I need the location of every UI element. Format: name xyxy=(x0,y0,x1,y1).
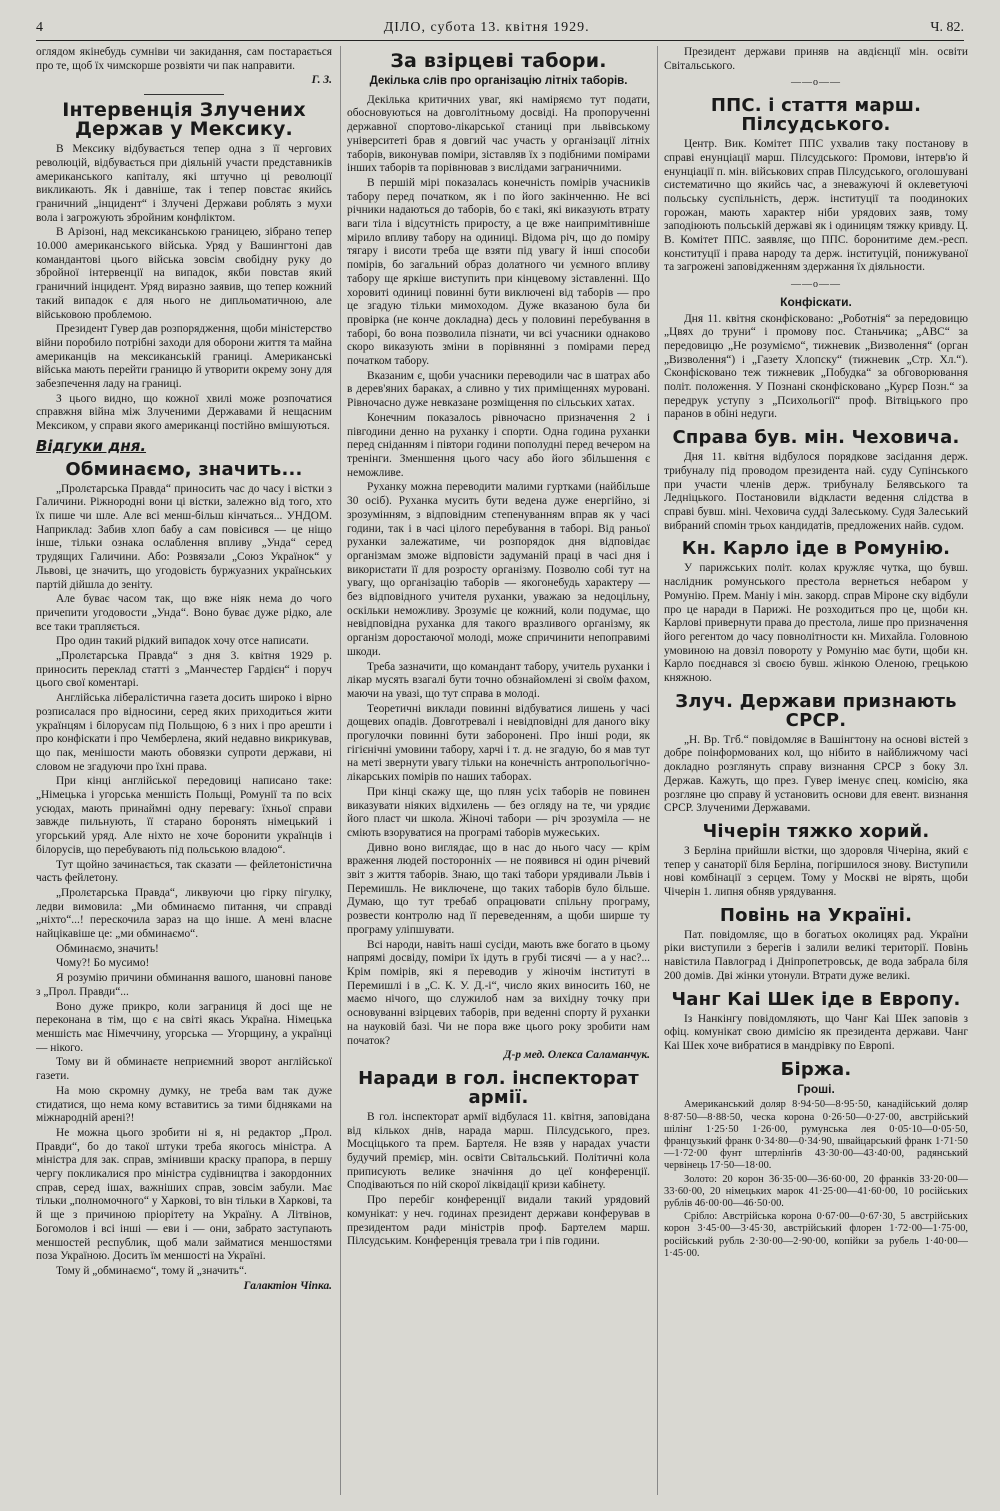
article-paragraph: Тому ви й обминаєте неприємний зворот англійської газети. xyxy=(36,1056,332,1083)
article-paragraph: Про один такий рідкий випадок хочу отсе написати. xyxy=(56,635,309,648)
article-separator: ——о—— xyxy=(791,279,841,291)
article-paragraph: Вказаним є, щоби учасники переводили час в шатрах або в дерев'яних бараках, а сливно у тих приміщеннях муровані. Рівночасно дуже невказане розміщення по сільських хатах. xyxy=(347,369,650,410)
article-signature: Галактіон Чіпка. xyxy=(243,1279,332,1292)
masthead-rule xyxy=(36,40,964,41)
article-paragraph: „Пролєтарська Правда“, ликвуючи цю гірку пігулку, ледви вимовила: „Ми обминаємо питання, чи справді „ніхто“...! перескочила зараз на що інше. А мені власне найцікавіше це: „ми обминаємо“. xyxy=(36,886,332,941)
article-paragraph: „Н. Вр. Тгб.“ повідомляє в Вашінгтону на основі вістей з добре поінформованих кол, що нібито в найближчому часі докладно розглянуть справу визнання СРСР з боку Зл. Держав. Кажуть, що през. Гувер іменує спец. комісію, яка розгляне цю справу й установить основи для евент. визнання СРСР. Злученими Державами. xyxy=(664,733,968,815)
masthead-issue-number: Ч. 82. xyxy=(930,20,964,35)
article-paragraph: Срібло: Австрійська корона 0·67·00—0·67·30, 5 австрійських корон 3·45·00—3·45·30, австрійський флорен 1·72·00—1·75·00, російський рубль 2·30·00—2·90·00, копійки за рубель 1·40·00—1·45·00. xyxy=(664,1211,968,1259)
section-label: Відгуки дня. xyxy=(36,436,147,455)
article-paragraph: Пат. повідомляє, що в богатьох околицях рад. України ріки виступили з берегів і залили великі території. Повінь навістила Павлоград і Дніпропетровськ, де вода забрала біля 200 домів. Дві жінки утонули. Втрати дуже великі. xyxy=(664,928,968,982)
article-paragraph: Центр. Вик. Комітет ППС ухвалив таку постанову в справі енунціації марш. Пілсудського: Промови, інтерв'ю й енунціації п. мін. військових справ Пілсудського, оголошувані систематично що якийсь час, а зневажуючі й оклеветуючі польську суспільність, держ. інституції та поодиноких горожан, мають характер ніби урядових заяв, тому заподіюють польській державі як і одиницям тяжку кривду. Ц. В. Комітет ППС. заявляє, що ППС. боронитиме дем.-респ. конституції і права народу та держ. інституцій, понижуваної та загрожені заповідженням здержання їх діяльности. xyxy=(664,138,968,274)
article-headline: Справа був. мін. Чеховича. xyxy=(672,427,960,449)
column-divider xyxy=(340,46,341,1495)
article-headline: Біржа. xyxy=(780,1058,852,1080)
article-headline: Повінь на Україні. xyxy=(719,904,913,926)
article-headline: За взірцеві табори. xyxy=(390,50,607,72)
article-paragraph: оглядом якінебудь сумніви чи закидання, сам постарається про те, щоб їх чимскорше розвіяти чи пак направити. xyxy=(36,46,332,72)
article-paragraph: Про перебіг конференції видали такий урядовий комунікат: у неч. годинах президент держави конферував в президентом ради міністрів проф. Бартелем марш. Пілсудським. Конференція тревала три і пів години. xyxy=(347,1194,650,1248)
article-paragraph: Декілька критичних уваг, які наміряємо тут подати, обосновуються на довголітньому досвіді. На пропорученні державної спортово-лікарської станиці при львівському університеті брав я довгий час участь у організації літніх таборів, виконував поміри, зіставляв їх з подібними помірами інших таборів та порівнював з вислідами заграничними. xyxy=(347,93,650,175)
article-paragraph: З цього видно, що кожної хвилі може розпочатися справжня війна між Злученими Державами й нещасним Мексиком, у справи якого американці постійно вмішуються. xyxy=(36,392,332,433)
article-headline: Наради в гол. інспекторат армії. xyxy=(358,1067,639,1108)
article-paragraph: Президент Гувер дав розпорядження, щоби міністерство війни поробило потрібні заходи для оборони життя та майна американців на мексиканській границі. Американські війська мають перейти границю й утворити окрему зону для забезпечення ладу на границі. xyxy=(36,323,332,391)
column-2 xyxy=(347,46,650,1495)
article-paragraph: „Пролєтарська Правда“ з дня 3. квітня 1929 р. приносить переклад статті з „Манчестер Гардієн“ і поруч цього свої коментарі. xyxy=(36,650,332,690)
article-paragraph: „Пролєтарська Правда“ приносить час до часу і вістки з Галичини. Ріжнородні вони ці вістки, залежно від того, хто їх пише чи шле. Але всі менш-більш кінчаться... УНДОМ. Наприклад: Забив хлоп бабу а сам повісився — це ніщо інше, тільки ознака ослаблення впливу „Унда“ серед трудящих Галичини. Або: Розвязали „Союз Українок“ у Львові, це значить, що угодовість буржуазних українських партій дійшла до зеніту. xyxy=(36,482,332,591)
article-paragraph: У парижських політ. колах кружляє чутка, що бувш. наслідник ромунського престола вернеться небаром у Ромунію. Прем. Маніу і мін. закорд. справ Міроне ску відбули про це наради в Парижі. Не розходиться про це, щоби кн. Карлові привернути права до престола, лише про призначення його регентом до часу повнолітности кн. Михайла. Головною умовиною на довзіл повороту у Ромунію має бути, щоби кн. Карло поєднався зі своєю бувш. жінкою Оленою, грецькою княжною. xyxy=(664,562,968,685)
article-paragraph: Конечним показалось рівночасно призначення 2 і півгодини денно на руханку і спорти. Одна година руханки перед сніданням і півтори години пополудні перед вечером на тренінги. Зменшення цього часу або його збільшення є неможливе. xyxy=(347,411,650,479)
masthead-page-number: 4 xyxy=(36,20,43,35)
article-signature: Д-р мед. Олекса Саламанчук. xyxy=(503,1049,650,1062)
article-paragraph: Обминаємо, значить! xyxy=(56,942,159,955)
column-1 xyxy=(36,46,332,1495)
article-paragraph: Руханку можна переводити малими гуртками (найбільше 30 осіб). Руханка мусить бути ведена дуже енергійно, зі зрозумінням, з відповідним степенуванням вправ як у часі години, так і в часі цілого перебування в таборі. Від раньої руханки залежатиме, чи розпорядок дня відповідає організмам зможе відповісти задуманій праці в часі дня і використати її для розросту організму. Позволю собі тут на увагу, що організацію таборів — якогонебудь характеру — без відповідного учителя руханки, уважаю за недоцільну, оскільки неможливу. Зрозуміє це кожний, коли подумає, що невідповідна руханка для такого вразливого організму, як організм доростаючої молоді, може спричинити непоправимі шкоди. xyxy=(347,481,650,658)
article-paragraph: Але буває часом так, що вже ніяк нема до чого причепити угодовости „Унда“. Воно буває дуже рідко, але все таки трапляється. xyxy=(36,593,332,633)
article-headline: ППС. і стаття марш. Пілсудського. xyxy=(710,95,922,136)
article-paragraph: Треба зазначити, що командант табору, учитель руханки і лікар мусять взагалі бути точно обзнайомлені зі своїм фахом, маючи на увазі, що тут справа в молоді. xyxy=(347,660,650,700)
article-paragraph: Англійська лібералістична газета досить широко і вірно розписалася про відносини, серед яких приходиться жити українцям і білорусам під Польщою, 6 з них і про арешти і про конфіскати і про Чемберлена, який недавно викрикував, що пак, менішости мають обовязки супроти держави, ні словом не згадуючи про їхні права. xyxy=(36,692,332,773)
article-paragraph: Тому й „обминаємо“, тому й „значить“. xyxy=(56,1264,247,1277)
article-paragraph: Золото: 20 корон 36·35·00—36·60·00, 20 франків 33·20·00—33·60·00, 20 німецьких марок 41·25·00—41·60·00, 10 російських рублів 46·00·00—46·50·00. xyxy=(664,1173,968,1209)
article-paragraph: При кінці англійської передовиці написано таке: „Німецька і угорська меншість Польщі, Ромунії та по всіх усюдах, мають принаймні одну перевагу: їхньої справи завжде пильнують, її старано боронять німецький і угорський уряд. Але ніхто не хоче боронити українців і білорусів, що перебувають під польською владою“. xyxy=(36,775,332,856)
article-paragraph: В Мексику відбувається тепер одна з її чергових революцій, відбувається при діяльній участи представників американського капіталу, які штучно ці революції викликають. Як і давніше, так і тепер повстає якийсь граничний „інцидент“ і Злучені Держави роблять з мухи вола і загрожують збройним конфліктом. xyxy=(36,143,332,224)
article-paragraph: Президент держави приняв на авдієнції мін. освіти Світальського. xyxy=(664,46,968,72)
article-paragraph: Дня 11. квітня відбулося порядкове засідання держ. трибуналу під проводом президента най. суду Супінського при участи членів держ. трибуналу Белявського та Ледніцького. Постановили відкласти ведення слідства в справі бувш. міні. Чеховича судді Залеському. Судя Залеський вибраний спомін трьох кандидатів, предложених найв. судом. xyxy=(664,451,968,532)
masthead-title-date: ДІЛО, субота 13. квітня 1929. xyxy=(383,20,590,35)
masthead xyxy=(36,18,964,38)
article-paragraph: З Берліна прийшли вістки, що здоровля Чічеріна, який є тепер у санаторії біля Берліна, погіршилося знову. Виступили нові комбінації з серцем. Тому у Москві не вірять, щоби Чічерін 1. липня обняв урядування. xyxy=(664,844,968,899)
article-paragraph: Не можна цього зробити ні я, ні редактор „Прол. Правди“, бо до такої штуки треба якогось міністра. А міністра для зак. справ, змінивши краску прапора, в першу чергу покликалися про міністра судівництва і закордонних справ, серед ішах, важніших справ, зовсім забули. Має тільки „полномочного“ у Харкові, то він тільки в Харкові, та й ще з причиною пріорітету на Україну. А Літвінов, Богомолов і всі інші — еви і — они, забрато заступають меншостей республик, щоб мали займатися меншостями поза Україною. Досить їм меншості на Україні. xyxy=(36,1126,332,1263)
article-subheadline: Декілька слів про організацію літніх таборів. xyxy=(369,75,628,87)
article-headline: Чічерін тяжко хорий. xyxy=(702,820,930,842)
article-headline: Інтервенція Злучених Держав у Мексику. xyxy=(62,99,306,141)
column-divider xyxy=(657,46,658,1495)
article-paragraph: Дня 11. квітня сконфісковано: „Роботнія“ за передовицю „Цвях до труни“ і промову пос. Станьчика; „АВС“ за передовицю „Не розуміємо“, тижневик „Визволення“ (орган „Визволення“) і „Газету Хлопску“ (тижневик „Стр. Хл.“). Сконфісковано теж тижневик „Побудка“ за обговорювання політ. положення. У Познані сконфісковано „Курєр Позн.“ за передрук уступу з „Психольогії“ проф. Вітвіцького про паранов в обіні недуги. xyxy=(664,312,968,421)
article-paragraph: Воно дуже прикро, коли заграниця й досі ще не переконана в тім, що є на світі якась Україна. Німецька меншість має Німеччину, угорська — Угорщину, а українці — нікого. xyxy=(36,1000,332,1054)
article-headline: Кн. Карло іде в Ромунію. xyxy=(681,538,951,560)
article-paragraph: На мою скромну думку, не треба вам так дуже стидатися, що нема кому вставитись за тими бідняками на міжнародній арені?! xyxy=(36,1084,332,1125)
column-3 xyxy=(664,46,968,1495)
article-paragraph: В гол. інспекторат армії відбулася 11. квітня, заповідана від кількох днів, нарада марш. Пілсудського, през. Мосціцького та прем. Бартеля. Не взяв у нарадах участи будучий премієр, мін. освіти Світальський. Політичні кола приписують велике значіння до цеї конференції. Сподіваються по ній скорої ліквідації кризи кабінету. xyxy=(347,1110,650,1192)
article-paragraph: В першій мірі показалась конечність помірів учасників табору перед початком, як і по його закінченню. Не всі річники надаються до таборів, бо є такі, які виказують втрату ваги тіла і відсутність приросту, а це вже наипримітивніше мірило впливу табору на одиниці. Відома річ, що до поміру тягару і висоти треба ще взяти під увагу й інші способи помірів, бо загальний образ долатного чи уємного впливу табору ще яркіше виступить при кінцевому зіставленні. Що хоровиті одиниці повинні бути виключені від таборів — про це згадую тільки мимоходом. Дуже вказаною була би провірка (не конче докладна) десь у половині перебування в таборі, бо вона позволила пізнати, чи всі учасники однаково скоро виказують зміни в порівнянні з помірами перед початком табору. xyxy=(347,176,650,368)
article-headline: Злуч. Держави признають СРСР. xyxy=(675,690,957,731)
article-subheadline: Гроші. xyxy=(797,1081,835,1096)
article-paragraph: Я розумію причини обминання вашого, шановні панове з „Прол. Правди“... xyxy=(36,972,332,998)
article-paragraph: Чому?! Бо мусимо! xyxy=(56,957,150,970)
article-paragraph: Американський доляр 8·94·50—8·95·50, канадійський доляр 8·87·50—8·88·50, ческа корона 0·26·50—0·27·00, австрійський шілінґ 1·25·50 1·26·00, румунська лея 0·05·10—0·05·50, французький франк 0·34·80—0·34·90, швайцарський франк 1·71·50—1·72·00 фунт штерлінґів 43·30·00—43·40·00, радянський червінець 17·50—18·00. xyxy=(664,1099,968,1172)
article-headline: Обминаємо, значить... xyxy=(65,458,303,480)
article-paragraph: Дивно воно виглядає, що в нас до нього часу — крім враження людей посторонніх — не появився ні один річевий звіт з життя таборів. Знаю, що такі табори урядивали Львів і Перемишль. Не виключене, що таких таборів було більше. Думаю, що тут требаб опрацювати спільну програму, розвести контролю над її переведенням, а щоби ширше ту програму уліпшувати. xyxy=(347,841,650,936)
article-separator: ——о—— xyxy=(791,77,841,89)
article-paragraph: Всі народи, навіть наші сусіди, мають вже богато в цьому напрямі досвіду, поміри їх ідуть в грубі тисячі — а у нас?... Крім помірів, які я переводив у жіночім інституті в Перемишлі і в „С. К. У. Д.-і“, число яких виносить 160, не маємо нічого, що служилоб нам за вихідну точку при основуванні взірцевих таборів, при веденні спорту й руханки на науковій базі. Чи не пора вже цього року зробити нам початок? xyxy=(347,938,650,1047)
article-separator xyxy=(144,94,224,95)
article-paragraph: Теоретичні виклади повинні відбуватися лишень у часі дощевих опадів. Довготревалі і невідповідні для даного віку прогулочки повинні бути заборонені. Про інші роди, як гігієнічні умовини табору, харчі і т. д. не згадую, бо я мав тут на меті звернути увагу тільки на конечність антропольогічно-лікарських помірів по наших таборах. xyxy=(347,702,650,784)
article-paragraph: При кінці скажу ще, що плян усіх таборів не повинен виказувати ніяких відхилень — без огляду на те, чи урядиє його пласт чи школа. Жіночі табори — річ зрозуміла — не сміють взоруватися на програмі таборів мужеських. xyxy=(347,785,650,839)
article-headline: Чанг Каі Шек іде в Европу. xyxy=(671,988,961,1010)
article-paragraph: Із Нанкінгу повідомляють, що Чанг Каі Шек заповів з офіц. комунікат свою димісію як президента держави. Чанг Каі Шек хоче вибратися в мандрівку по Европі. xyxy=(664,1012,968,1052)
article-headline: Конфіскати. xyxy=(780,294,852,309)
article-paragraph: В Арізоні, над мексиканською границею, зібрано тепер 10.000 американського війська. Уряд у Вашингтоні дав командантові цього війська зовсім свобідну руку до збройної інтервенції на випадок, якби повстав який граничний інцидент. Уряд виразно заявив, що тепер кожний такий випадок є для нього не дипльоматичною, але військовою проблемою. xyxy=(36,226,332,321)
article-signature: Г. З. xyxy=(311,74,332,87)
article-paragraph: Тут щойно зачинається, так сказати — фейлетоністична часть фейлетону. xyxy=(36,858,332,885)
